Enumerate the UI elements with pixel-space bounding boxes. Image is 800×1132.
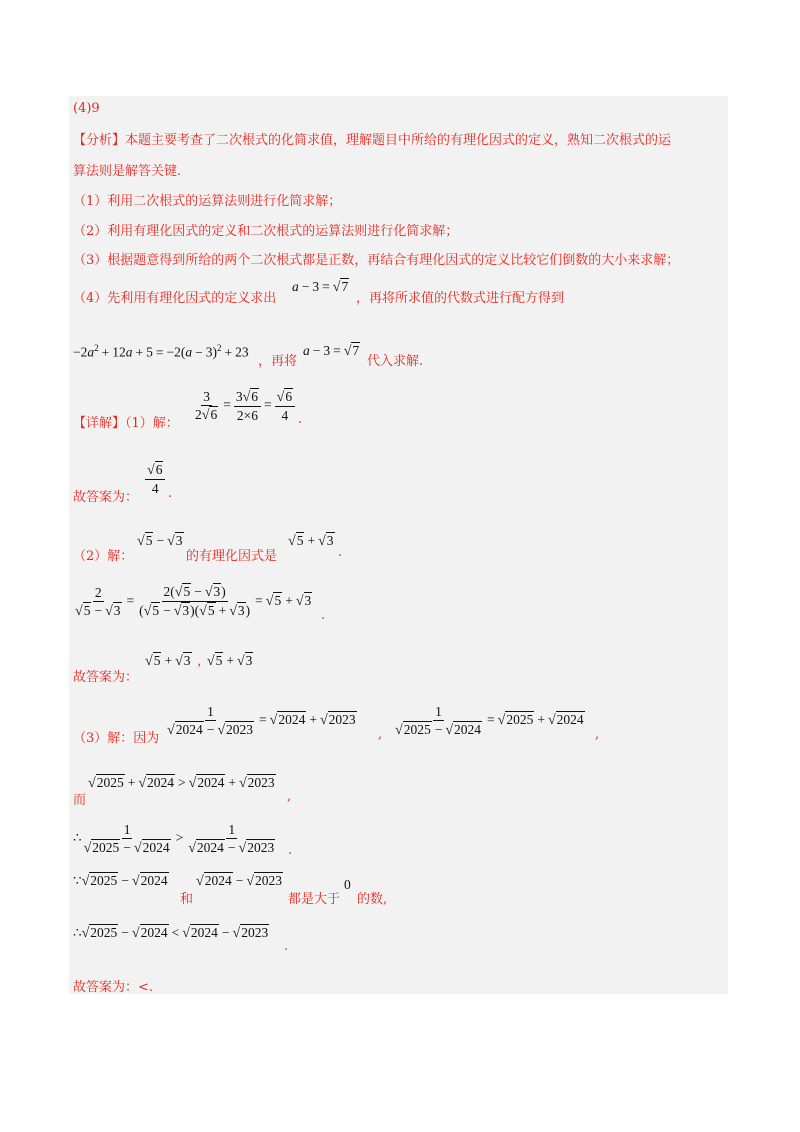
math-a-minus-3: a − 3 = √7: [292, 279, 349, 295]
final-answer: 故答案为：<.: [73, 980, 154, 995]
comma-1: ,: [378, 727, 383, 742]
analysis-step-2: （2）利用有理化因式的定义和二次根式的运算法则进行化简求解；: [73, 224, 459, 239]
period-2: .: [168, 486, 173, 501]
math-compare-sum: √2025 + √2024 > √2024 + √2023: [88, 775, 275, 791]
math-part-2: $\frac{2}{√5 - √3}$ = $\frac{2(√5 - √3)}{(√5 - √3)(√5 + √3)}$ = √5 + √3: [75, 584, 312, 619]
math-because-a: ∵√2025 − √2024: [73, 873, 168, 889]
comma-3: ,: [287, 789, 292, 804]
period-5: .: [288, 843, 293, 858]
math-part-3b: $\frac{1}{√2025 - √2024}$ = √2025 + √2024: [395, 704, 584, 738]
math-part-1: $\frac{3}{2√6}$ = $\frac{3√6}{2\times 6}$ = $\frac{√6}{4}$: [193, 389, 295, 423]
answer-heading: (4)9: [73, 101, 100, 116]
analysis-line-2: 算法则是解答关键.: [73, 164, 182, 179]
math-completed-square: $-2a^2 + 12a + 5 = -2(a - 3)^2 + 23$: [73, 343, 249, 360]
detail-1: 【详解】（1）解：: [73, 416, 179, 431]
period-3: .: [338, 545, 343, 560]
answer-1: 故答案为：: [73, 490, 139, 505]
answer-2: 故答案为：: [73, 670, 139, 685]
period-1: .: [298, 412, 303, 427]
analysis-step-4b-end: 代入求解.: [367, 354, 424, 369]
analysis-tag: 【分析】: [73, 133, 126, 148]
and-label: 和: [180, 892, 194, 907]
math-part-3a: $\frac{1}{√2024 - √2023}$ = √2024 + √2023: [167, 704, 356, 738]
math-sqrt5-minus-sqrt3: √5 − √3: [137, 533, 183, 549]
analysis-step-4: （4）先利用有理化因式的定义求出: [73, 291, 277, 306]
positive-text-a: 都是大于: [288, 892, 341, 907]
detail-2: （2）解：: [73, 549, 134, 564]
math-answer-1: $\frac{√6}{4}$: [145, 462, 165, 496]
detail-tag: 【详解】: [73, 416, 126, 431]
positive-text-b: 的数,: [357, 892, 388, 907]
period-6: .: [284, 939, 289, 954]
math-compare-frac: ∴ $\frac{1}{√2025 - √2024}$ > $\frac{1}{√2024 - √2023}$: [73, 822, 275, 856]
detail-3: （3）解：因为: [73, 731, 160, 746]
analysis-step-4-tail: ，再将所求值的代数式进行配方得到: [356, 291, 565, 306]
period-4: .: [321, 608, 326, 623]
detail-2-text: 的有理化因式是: [186, 549, 278, 564]
math-because-b: √2024 − √2023: [196, 873, 282, 889]
math-zero: 0: [344, 877, 351, 892]
analysis-step-4b: ，再将: [258, 354, 298, 369]
analysis-step-1: （1）利用二次根式的运算法则进行化简求解；: [73, 194, 342, 209]
math-conclusion: ∴√2025 − √2024 < √2024 − √2023: [73, 925, 269, 941]
analysis-line-1: 【分析】本题主要考查了二次根式的化简求值，理解题目中所给的有理化因式的定义，熟知二次根式的运: [73, 133, 672, 148]
analysis-step-3: （3）根据题意得到所给的两个二次根式都是正数，再结合有理化因式的定义比较它们倒数的大小来求解；: [73, 253, 680, 268]
comma-2: ,: [595, 727, 600, 742]
math-answer-2: √5 + √3 , √5 + √3: [145, 653, 253, 669]
math-conjugate: √5 + √3: [288, 533, 334, 549]
math-a-minus-3-b: a − 3 = √7: [303, 343, 360, 359]
er-label: 而: [73, 793, 87, 808]
